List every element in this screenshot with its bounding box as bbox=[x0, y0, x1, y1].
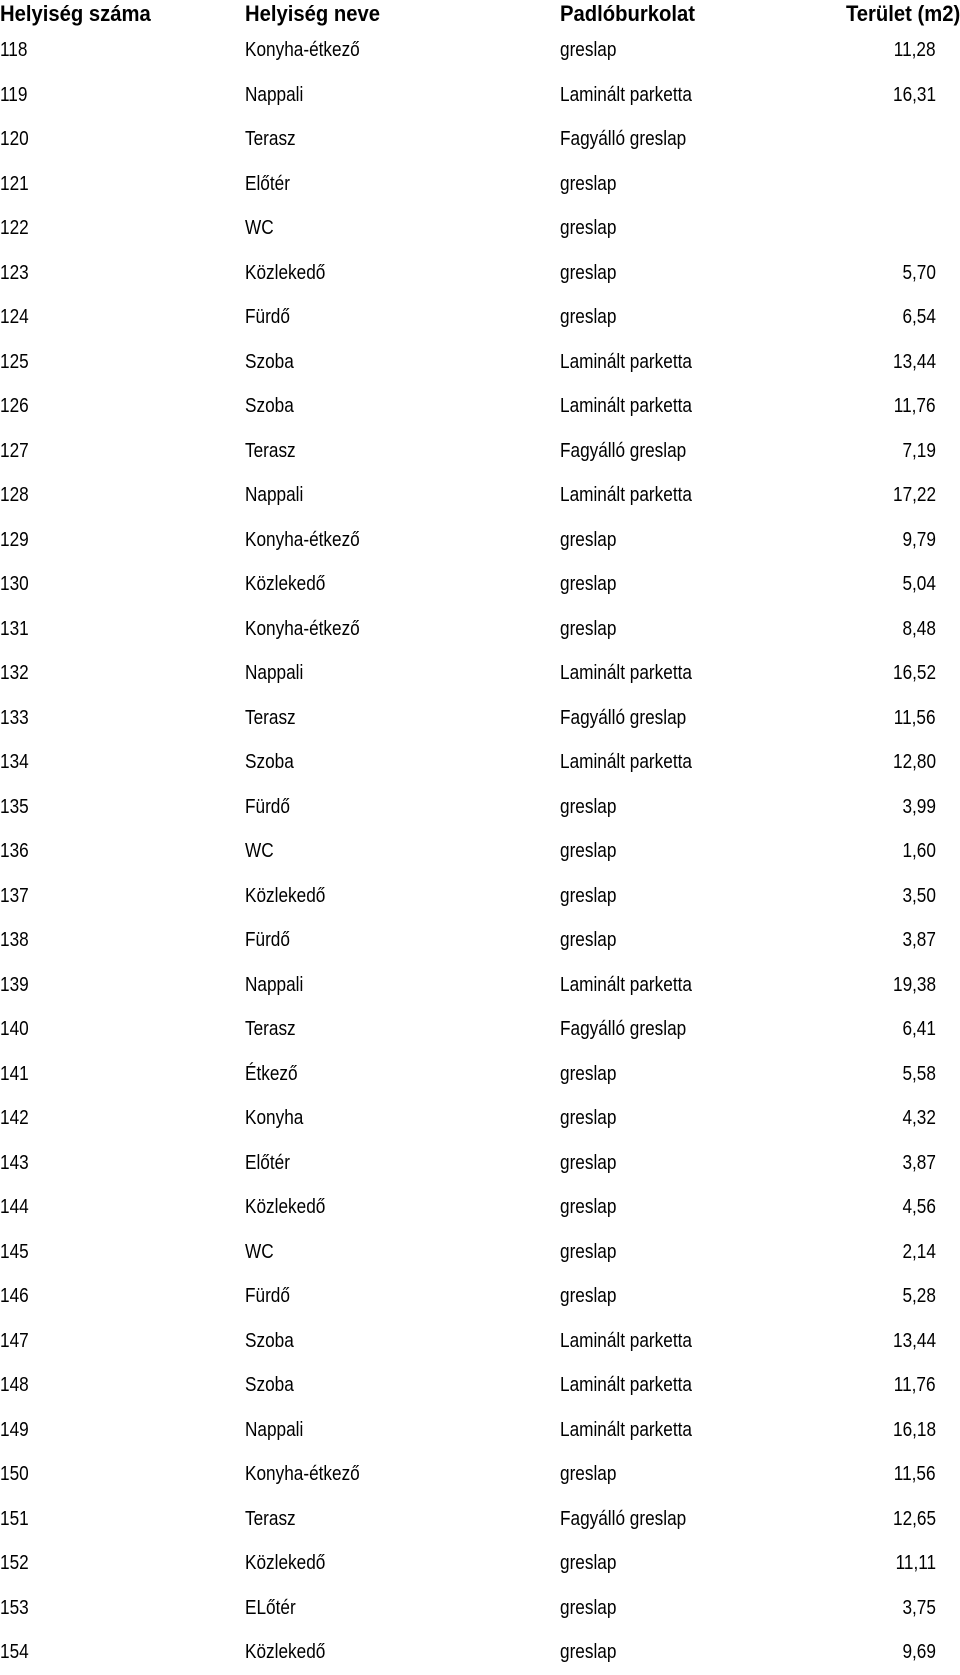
room-number: 122 bbox=[0, 217, 29, 239]
flooring: greslap bbox=[560, 1596, 617, 1619]
flooring: greslap bbox=[560, 1151, 617, 1174]
area: 5,04 bbox=[902, 573, 936, 595]
room-number: 118 bbox=[0, 39, 28, 61]
room-name: ELőtér bbox=[245, 1596, 296, 1619]
room-name: Konyha-étkező bbox=[245, 39, 360, 61]
room-name: Nappali bbox=[245, 83, 304, 106]
area: 9,79 bbox=[902, 528, 936, 551]
flooring: greslap bbox=[560, 306, 617, 328]
header-room-name: Helyiség neve bbox=[245, 1, 381, 26]
table-row bbox=[0, 740, 960, 785]
header-flooring: Padlóburkolat bbox=[560, 1, 695, 26]
room-number: 151 bbox=[0, 1507, 29, 1530]
flooring: greslap bbox=[560, 573, 617, 595]
area: 16,52 bbox=[892, 662, 936, 684]
area: 11,56 bbox=[894, 1463, 936, 1485]
room-number: 139 bbox=[0, 973, 29, 996]
room-name: Terasz bbox=[245, 128, 296, 150]
room-name: Szoba bbox=[245, 1329, 294, 1352]
area: 3,50 bbox=[902, 884, 936, 907]
room-number: 126 bbox=[0, 395, 29, 417]
room-number: 119 bbox=[0, 83, 28, 106]
room-name: Közlekedő bbox=[245, 1552, 326, 1574]
area: 8,48 bbox=[902, 617, 936, 640]
flooring: greslap bbox=[560, 1196, 617, 1218]
table-row bbox=[0, 1497, 960, 1542]
table-row bbox=[0, 874, 960, 919]
room-number: 142 bbox=[0, 1107, 29, 1129]
table-row bbox=[0, 829, 960, 874]
table-row bbox=[0, 429, 960, 474]
table-row bbox=[0, 1185, 960, 1230]
table-row bbox=[0, 1408, 960, 1453]
room-name: Előtér bbox=[245, 1151, 290, 1174]
table-header bbox=[0, 0, 960, 28]
room-name: Szoba bbox=[245, 350, 294, 373]
header-room-number: Helyiség száma bbox=[0, 1, 151, 26]
room-number: 138 bbox=[0, 929, 29, 951]
room-name: Konyha bbox=[245, 1107, 304, 1129]
area: 5,28 bbox=[902, 1285, 936, 1307]
area: 2,14 bbox=[902, 1240, 936, 1263]
table-row bbox=[0, 1052, 960, 1097]
room-number: 134 bbox=[0, 751, 29, 773]
table-row bbox=[0, 340, 960, 385]
flooring: Laminált parketta bbox=[560, 350, 692, 373]
table-row bbox=[0, 206, 960, 251]
table-row bbox=[0, 1363, 960, 1408]
table-row bbox=[0, 963, 960, 1008]
area: 7,19 bbox=[902, 439, 936, 462]
room-number: 132 bbox=[0, 662, 29, 684]
table-row bbox=[0, 251, 960, 296]
room-name: Konyha-étkező bbox=[245, 1463, 360, 1485]
room-number: 124 bbox=[0, 306, 29, 328]
area: 6,54 bbox=[902, 306, 936, 328]
room-number: 120 bbox=[0, 128, 29, 150]
room-name: Szoba bbox=[245, 395, 294, 417]
table-row bbox=[0, 651, 960, 696]
room-number: 136 bbox=[0, 840, 29, 862]
table-row bbox=[0, 1452, 960, 1497]
room-number: 121 bbox=[0, 172, 29, 195]
table-row bbox=[0, 607, 960, 652]
room-number: 145 bbox=[0, 1240, 29, 1263]
flooring: Fagyálló greslap bbox=[560, 1018, 687, 1040]
room-name: Fürdő bbox=[245, 306, 290, 328]
table-row bbox=[0, 73, 960, 118]
room-name: Terasz bbox=[245, 1507, 296, 1530]
flooring: greslap bbox=[560, 1463, 617, 1485]
room-number: 150 bbox=[0, 1463, 29, 1485]
area: 9,69 bbox=[902, 1641, 936, 1663]
room-name: Előtér bbox=[245, 172, 290, 195]
table-row bbox=[0, 562, 960, 607]
room-number: 129 bbox=[0, 528, 29, 551]
flooring: Laminált parketta bbox=[560, 83, 692, 106]
area: 13,44 bbox=[892, 1329, 936, 1352]
area: 11,11 bbox=[895, 1552, 936, 1574]
room-number: 146 bbox=[0, 1285, 29, 1307]
flooring: Laminált parketta bbox=[560, 1329, 692, 1352]
flooring: greslap bbox=[560, 172, 617, 195]
table-row bbox=[0, 1141, 960, 1186]
room-number: 131 bbox=[0, 617, 29, 640]
table-row bbox=[0, 518, 960, 563]
room-name: WC bbox=[245, 840, 274, 862]
room-name: Közlekedő bbox=[245, 261, 326, 284]
room-number: 133 bbox=[0, 706, 29, 729]
flooring: Laminált parketta bbox=[560, 395, 692, 417]
area: 4,32 bbox=[902, 1107, 936, 1129]
room-number: 143 bbox=[0, 1151, 29, 1174]
room-number: 147 bbox=[0, 1329, 29, 1352]
flooring: greslap bbox=[560, 528, 617, 551]
room-name: Közlekedő bbox=[245, 573, 326, 595]
room-name: Fürdő bbox=[245, 929, 290, 951]
area: 3,99 bbox=[902, 795, 936, 818]
flooring: Laminált parketta bbox=[560, 751, 692, 773]
room-number: 144 bbox=[0, 1196, 29, 1218]
room-number: 154 bbox=[0, 1641, 29, 1663]
flooring: greslap bbox=[560, 1107, 617, 1129]
room-number: 137 bbox=[0, 884, 29, 907]
table-row bbox=[0, 117, 960, 162]
flooring: greslap bbox=[560, 617, 617, 640]
room-name: Terasz bbox=[245, 1018, 296, 1040]
table-row bbox=[0, 162, 960, 207]
area: 1,60 bbox=[902, 840, 936, 862]
area: 3,75 bbox=[902, 1596, 936, 1619]
room-name: Nappali bbox=[245, 973, 304, 996]
table-row bbox=[0, 918, 960, 963]
area: 16,31 bbox=[892, 83, 936, 106]
flooring: greslap bbox=[560, 795, 617, 818]
area: 19,38 bbox=[892, 973, 936, 996]
flooring: greslap bbox=[560, 217, 617, 239]
table-row bbox=[0, 28, 960, 73]
room-number: 149 bbox=[0, 1418, 29, 1441]
room-number: 128 bbox=[0, 484, 29, 506]
area: 5,70 bbox=[902, 261, 936, 284]
area: 12,80 bbox=[892, 751, 936, 773]
table-row bbox=[0, 1230, 960, 1275]
room-name: WC bbox=[245, 217, 274, 239]
room-number: 123 bbox=[0, 261, 29, 284]
flooring: greslap bbox=[560, 1062, 617, 1085]
flooring: greslap bbox=[560, 1552, 617, 1574]
flooring: Laminált parketta bbox=[560, 484, 692, 506]
area: 3,87 bbox=[902, 1151, 936, 1174]
flooring: greslap bbox=[560, 929, 617, 951]
table-row bbox=[0, 1630, 960, 1675]
flooring: greslap bbox=[560, 840, 617, 862]
table-row bbox=[0, 1274, 960, 1319]
room-name: WC bbox=[245, 1240, 274, 1263]
flooring: greslap bbox=[560, 261, 617, 284]
room-number: 152 bbox=[0, 1552, 29, 1574]
flooring: greslap bbox=[560, 1240, 617, 1263]
room-name: Terasz bbox=[245, 706, 296, 729]
room-name: Közlekedő bbox=[245, 1641, 326, 1663]
area: 12,65 bbox=[892, 1507, 936, 1530]
room-name: Közlekedő bbox=[245, 1196, 326, 1218]
table-row bbox=[0, 1096, 960, 1141]
area: 4,56 bbox=[902, 1196, 936, 1218]
flooring: Laminált parketta bbox=[560, 1374, 692, 1396]
room-number: 127 bbox=[0, 439, 29, 462]
room-number: 135 bbox=[0, 795, 29, 818]
table-row bbox=[0, 295, 960, 340]
flooring: Fagyálló greslap bbox=[560, 128, 687, 150]
area: 11,76 bbox=[894, 395, 936, 417]
flooring: Laminált parketta bbox=[560, 1418, 692, 1441]
flooring: greslap bbox=[560, 1641, 617, 1663]
flooring: greslap bbox=[560, 884, 617, 907]
table-row bbox=[0, 696, 960, 741]
area: 5,58 bbox=[902, 1062, 936, 1085]
room-number: 130 bbox=[0, 573, 29, 595]
area: 11,56 bbox=[894, 706, 936, 729]
flooring: Laminált parketta bbox=[560, 973, 692, 996]
room-number: 148 bbox=[0, 1374, 29, 1396]
table-row bbox=[0, 473, 960, 518]
table-row bbox=[0, 1586, 960, 1631]
room-number: 153 bbox=[0, 1596, 29, 1619]
room-name: Konyha-étkező bbox=[245, 617, 360, 640]
area: 16,18 bbox=[892, 1418, 936, 1441]
table-row bbox=[0, 1319, 960, 1364]
area: 6,41 bbox=[902, 1018, 936, 1040]
room-name: Konyha-étkező bbox=[245, 528, 360, 551]
flooring: greslap bbox=[560, 39, 617, 61]
area: 11,28 bbox=[894, 39, 936, 61]
room-name: Nappali bbox=[245, 484, 304, 506]
table-row bbox=[0, 1007, 960, 1052]
room-name: Fürdő bbox=[245, 1285, 290, 1307]
room-name: Terasz bbox=[245, 439, 296, 462]
room-name: Nappali bbox=[245, 1418, 304, 1441]
room-name: Nappali bbox=[245, 662, 304, 684]
room-number: 141 bbox=[0, 1062, 29, 1085]
area: 11,76 bbox=[894, 1374, 936, 1396]
room-number: 125 bbox=[0, 350, 29, 373]
flooring: Laminált parketta bbox=[560, 662, 692, 684]
area: 3,87 bbox=[902, 929, 936, 951]
room-name: Szoba bbox=[245, 1374, 294, 1396]
room-name: Fürdő bbox=[245, 795, 290, 818]
table-row bbox=[0, 1541, 960, 1586]
table-body bbox=[0, 28, 960, 1675]
room-number: 140 bbox=[0, 1018, 29, 1040]
flooring: Fagyálló greslap bbox=[560, 439, 687, 462]
area: 17,22 bbox=[892, 484, 936, 506]
header-area: Terület (m2) bbox=[845, 1, 960, 26]
room-name: Közlekedő bbox=[245, 884, 326, 907]
area: 13,44 bbox=[892, 350, 936, 373]
table-row bbox=[0, 384, 960, 429]
room-name: Szoba bbox=[245, 751, 294, 773]
table-row bbox=[0, 785, 960, 830]
room-name: Étkező bbox=[245, 1062, 298, 1085]
flooring: greslap bbox=[560, 1285, 617, 1307]
flooring: Fagyálló greslap bbox=[560, 1507, 687, 1530]
flooring: Fagyálló greslap bbox=[560, 706, 687, 729]
